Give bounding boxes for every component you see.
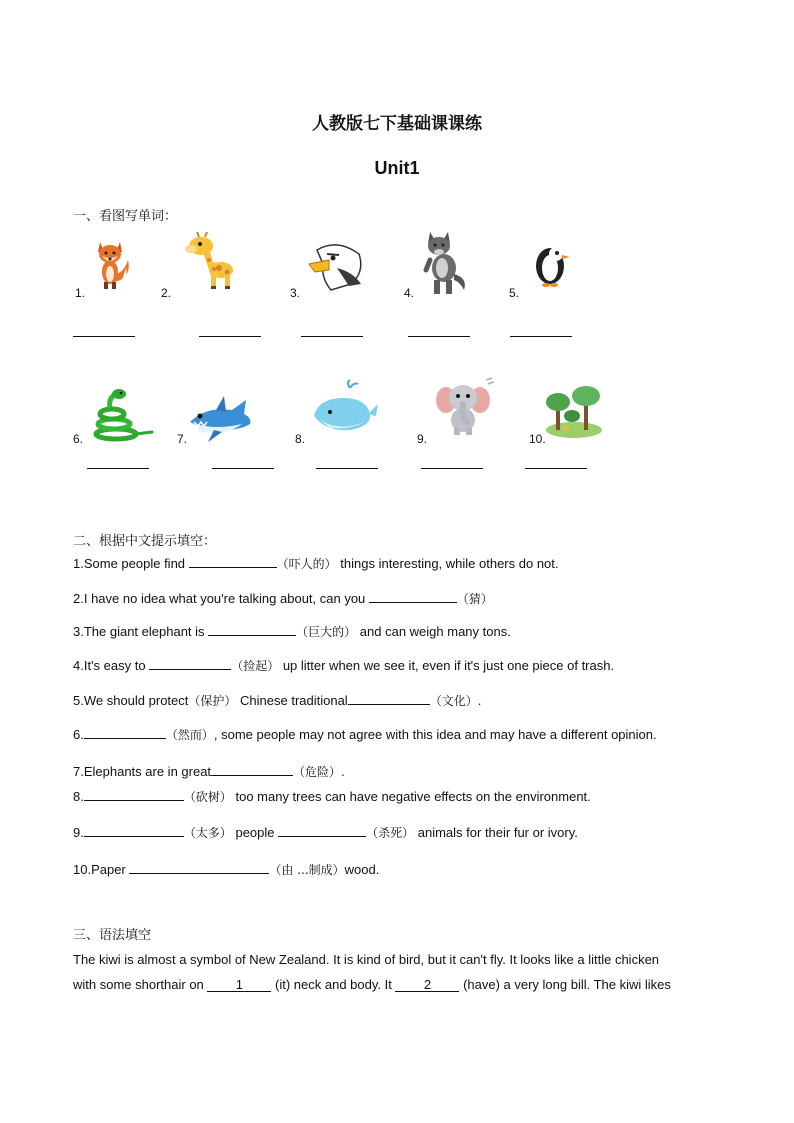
question-5: 5.We should protect（保护） Chinese traditional （文化）. bbox=[73, 693, 482, 708]
question-8: 8. （砍树） too many trees can have negative effects on the environment. bbox=[73, 789, 591, 804]
answer-blank[interactable] bbox=[369, 590, 457, 603]
item-number: 5. bbox=[509, 286, 520, 300]
answer-blank[interactable] bbox=[208, 623, 296, 636]
section1-heading: 一、看图写单词： bbox=[73, 209, 178, 224]
item-number: 3. bbox=[290, 286, 301, 300]
question-7: 7.Elephants are in great （危险）. bbox=[73, 764, 345, 779]
passage-line-2: with some shorthair on 1 (it) neck and body. It 2 (have) a very long bill. The kiwi likes bbox=[73, 977, 671, 992]
answer-blank[interactable] bbox=[84, 726, 166, 739]
answer-blank[interactable] bbox=[408, 336, 470, 337]
answer-blank[interactable] bbox=[278, 824, 366, 837]
fox-icon bbox=[92, 238, 134, 290]
answer-blank[interactable] bbox=[129, 861, 269, 874]
section2-heading: 二、根据中文提示填空： bbox=[73, 534, 217, 549]
question-3: 3.The giant elephant is （巨大的） and can weigh many tons. bbox=[73, 624, 511, 639]
elephant-icon bbox=[434, 376, 496, 436]
answer-blank[interactable] bbox=[348, 692, 430, 705]
shark-icon bbox=[186, 392, 254, 444]
answer-blank[interactable] bbox=[301, 336, 363, 337]
unit-title: Unit1 bbox=[374, 158, 420, 178]
question-1: 1.Some people find （吓人的） things interesting, while others do not. bbox=[73, 556, 559, 571]
item-number: 4. bbox=[404, 286, 415, 300]
passage bbox=[73, 947, 721, 997]
answer-blank[interactable] bbox=[510, 336, 572, 337]
forest-icon bbox=[544, 382, 604, 442]
item-number: 1. bbox=[75, 286, 86, 300]
page-title: 人教版七下基础课课练 bbox=[312, 114, 482, 134]
answer-blank[interactable] bbox=[73, 336, 135, 337]
gap-1[interactable]: 1 bbox=[207, 978, 271, 992]
penguin-icon bbox=[532, 242, 572, 288]
item-number: 8. bbox=[295, 432, 306, 446]
item-number: 7. bbox=[177, 432, 188, 446]
gap-2[interactable]: 2 bbox=[395, 978, 459, 992]
item-number: 9. bbox=[417, 432, 428, 446]
answer-blank[interactable] bbox=[189, 555, 277, 568]
answer-blank[interactable] bbox=[84, 788, 184, 801]
answer-blank[interactable] bbox=[87, 468, 149, 469]
item-number: 2. bbox=[161, 286, 172, 300]
question-2: 2.I have no idea what you're talking about, can you （猜） bbox=[73, 591, 493, 606]
answer-blank[interactable] bbox=[211, 763, 293, 776]
question-6: 6. （然而）, some people may not agree with this idea and may have a different opinion. bbox=[73, 727, 657, 742]
eagle-icon bbox=[307, 238, 365, 292]
answer-blank[interactable] bbox=[212, 468, 274, 469]
snake-icon bbox=[92, 388, 154, 442]
answer-blank[interactable] bbox=[421, 468, 483, 469]
answer-blank[interactable] bbox=[525, 468, 587, 469]
question-10: 10.Paper （由 ...制成）wood. bbox=[73, 862, 380, 877]
giraffe-icon bbox=[183, 232, 241, 292]
question-9: 9. （太多） people （杀死） animals for their fur or ivory. bbox=[73, 825, 578, 840]
answer-blank[interactable] bbox=[149, 657, 231, 670]
section3-heading: 三、语法填空 bbox=[73, 928, 152, 943]
answer-blank[interactable] bbox=[199, 336, 261, 337]
wolf-icon bbox=[420, 230, 472, 296]
question-4: 4.It's easy to （捡起） up litter when we see it, even if it's just one piece of trash. bbox=[73, 658, 615, 673]
item-number: 6. bbox=[73, 432, 84, 446]
answer-blank[interactable] bbox=[84, 824, 184, 837]
whale-icon bbox=[310, 380, 380, 436]
passage-line-1: The kiwi is almost a symbol of New Zealand. It is kind of bird, but it can't fly. It looks like a little chicken bbox=[73, 952, 660, 967]
item-number: 10. bbox=[529, 432, 546, 446]
answer-blank[interactable] bbox=[316, 468, 378, 469]
